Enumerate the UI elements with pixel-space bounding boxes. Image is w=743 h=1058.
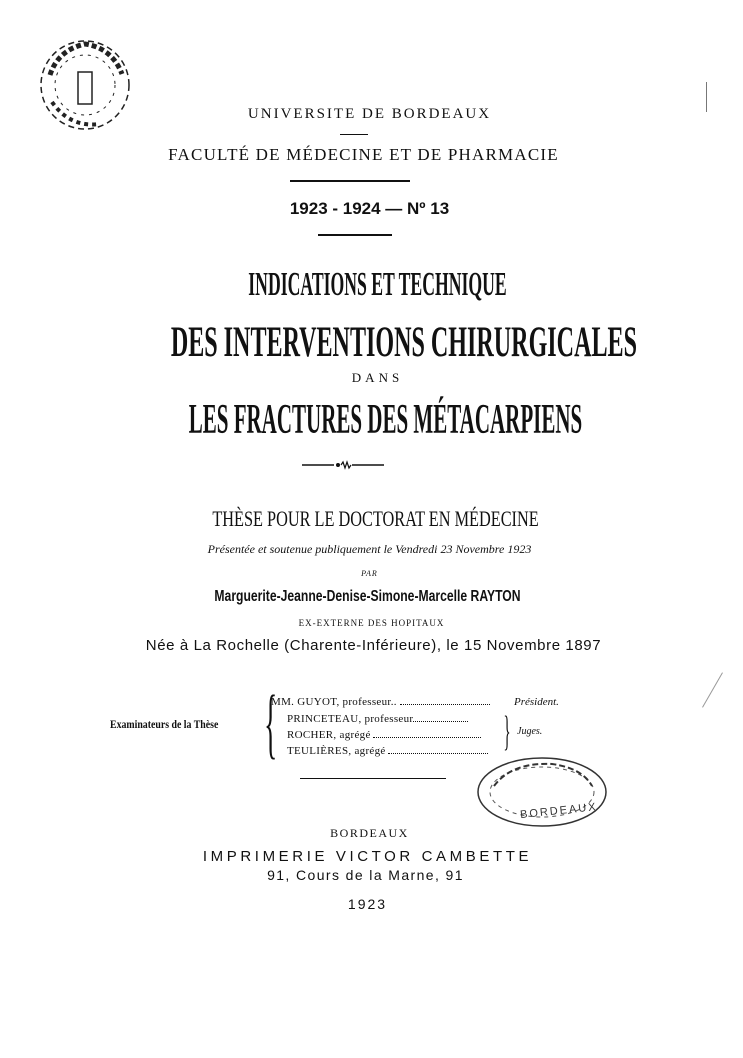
presentation-date: Présentée et soutenue publiquement le Vendredi 23 Novembre 1923 [207,542,532,556]
examiner-name: MM. GUYOT, professeur.. [271,696,397,708]
judges-label: Juges. [517,726,543,737]
title-line-1: INDICATIONS ET TECHNIQUE [248,266,507,303]
divider [300,778,446,779]
printer-name: IMPRIMERIE VICTOR CAMBETTE [202,848,533,865]
university-name: UNIVERSITE DE BORDEAUX [247,106,492,122]
stamp-text: BORDEAUX [519,801,599,822]
examiner-row [287,729,481,741]
birth-info: Née à La Rochelle (Charente-Inférieure), le 15 Novembre 1897 [145,637,602,654]
divider [340,134,368,135]
publisher-city: BORDEAUX [330,826,409,840]
title-line-3: DANS [351,370,404,385]
ornament-divider-icon [302,460,384,470]
examiner-row [287,745,488,757]
examiners-label: Examinateurs de la Thèse [110,717,219,731]
examiner-row [287,713,468,725]
author-name: Marguerite-Jeanne-Denise-Simone-Marcelle RAYTON [214,588,521,605]
printer-address: 91, Cours de la Marne, 91 [267,867,464,883]
leader-dots [373,731,481,738]
examiner-row [271,696,490,708]
by-label: PAR [361,569,378,578]
publication-year: 1923 [347,896,388,912]
library-stamp-icon [30,30,140,140]
academic-session: 1923 - 1924 — Nº 13 [289,199,450,218]
scan-mark [702,672,723,707]
left-brace-icon: { [264,679,278,766]
library-stamp-icon [472,752,612,832]
divider [290,180,410,182]
examiner-name: PRINCETEAU, professeur [287,713,414,725]
examiner-name: ROCHER, agrégé [287,729,371,741]
divider [318,234,392,236]
leader-dots [400,698,490,705]
leader-dots [413,715,468,722]
examiner-name: TEULIÈRES, agrégé [287,745,386,757]
author-title: EX-EXTERNE DES HOPITAUX [298,618,445,628]
right-brace-icon: } [503,709,511,755]
faculty-name: FACULTÉ DE MÉDECINE ET DE PHARMACIE [168,145,559,164]
scan-mark [706,82,707,112]
thesis-type: THÈSE POUR LE DOCTORAT EN MÉDECINE [212,506,539,531]
title-line-4: LES FRACTURES DES MÉTACARPIENS [188,397,583,443]
examiner-role: Président. [514,696,559,708]
title-line-2: DES INTERVENTIONS CHIRURGICALES [170,319,637,366]
